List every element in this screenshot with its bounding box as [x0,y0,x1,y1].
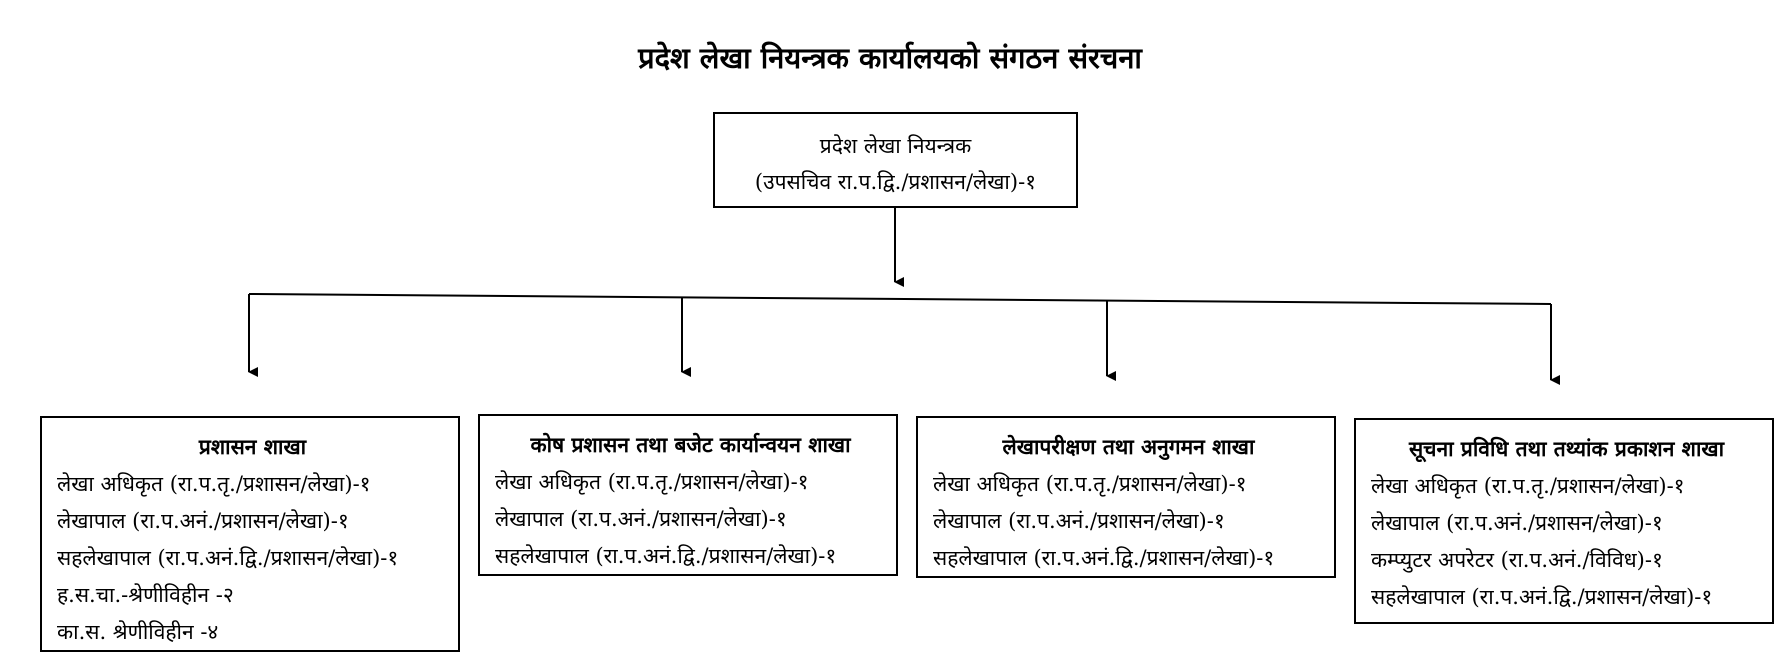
staff-item: लेखा अधिकृत (रा.प.तृ./प्रशासन/लेखा)-१ [933,472,1247,496]
staff-item: सहलेखापाल (रा.प.अनं.द्वि./प्रशासन/लेखा)-१ [495,544,837,568]
branch-title: प्रशासन शाखा [198,434,307,459]
branch-box-audit-monitoring [916,416,1336,578]
head-office-post: (उपसचिव रा.प.द्वि./प्रशासन/लेखा)-१ [754,170,1037,194]
staff-item: सहलेखापाल (रा.प.अनं.द्वि./प्रशासन/लेखा)-१ [57,546,399,570]
staff-item: कम्प्युटर अपरेटर (रा.प.अनं./विविध)-१ [1371,548,1663,572]
branch-box-it-statistics [1354,418,1774,624]
staff-item: का.स. श्रेणीविहीन -४ [57,620,219,644]
staff-item: लेखा अधिकृत (रा.प.तृ./प्रशासन/लेखा)-१ [1371,474,1685,498]
staff-item: सहलेखापाल (रा.प.अनं.द्वि./प्रशासन/लेखा)-१ [933,546,1275,570]
staff-item: सहलेखापाल (रा.प.अनं.द्वि./प्रशासन/लेखा)-१ [1371,585,1713,609]
branch-title: सूचना प्रविधि तथा तथ्यांक प्रकाशन शाखा [1408,436,1725,461]
chart-title: प्रदेश लेखा नियन्त्रक कार्यालयको संगठन संरचना [638,41,1142,75]
staff-item: लेखापाल (रा.प.अनं./प्रशासन/लेखा)-१ [933,509,1225,533]
branch-title: लेखापरीक्षण तथा अनुगमन शाखा [1002,434,1255,459]
staff-item: लेखापाल (रा.प.अनं./प्रशासन/लेखा)-१ [57,509,349,533]
staff-item: लेखा अधिकृत (रा.प.तृ./प्रशासन/लेखा)-१ [495,470,809,494]
head-office-name: प्रदेश लेखा नियन्त्रक [819,134,972,158]
staff-item: ह.स.चा.-श्रेणीविहीन -२ [57,583,234,607]
staff-list [495,464,886,575]
staff-list [1371,468,1762,616]
head-office-box [713,112,1078,208]
staff-item: लेखा अधिकृत (रा.प.तृ./प्रशासन/लेखा)-१ [57,472,371,496]
staff-item: लेखापाल (रा.प.अनं./प्रशासन/लेखा)-१ [1371,511,1663,535]
branch-box-administration [40,416,460,652]
staff-item: लेखापाल (रा.प.अनं./प्रशासन/लेखा)-१ [495,507,787,531]
branch-box-treasury-budget [478,414,898,576]
branch-title: कोष प्रशासन तथा बजेट कार्यान्वयन शाखा [530,432,851,457]
staff-list [57,466,448,651]
staff-list [933,466,1324,577]
horizontal-connector [249,294,1551,304]
